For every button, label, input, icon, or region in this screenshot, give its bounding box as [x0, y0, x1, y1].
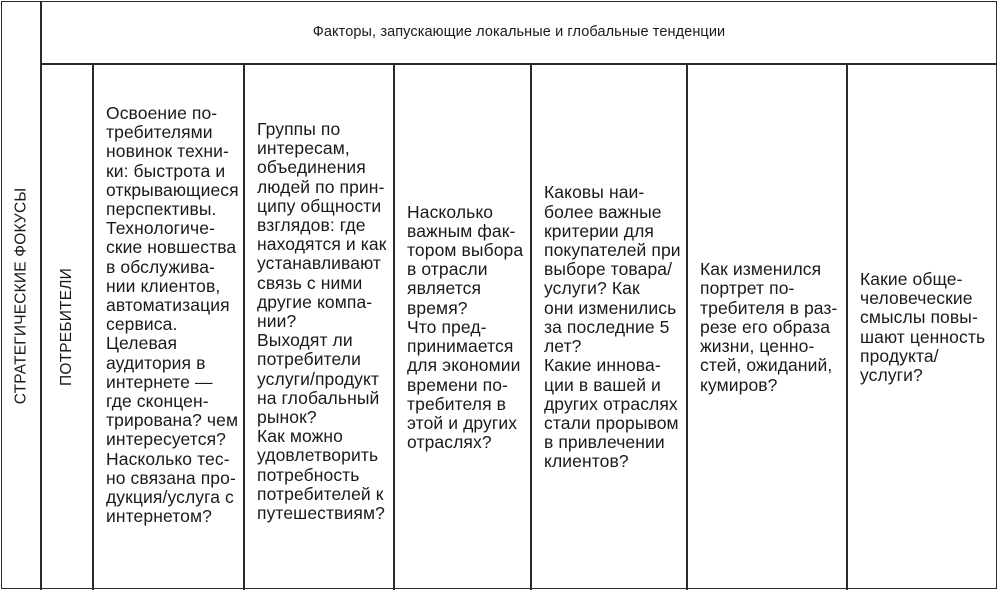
table-cell — [394, 64, 531, 591]
table-cell — [847, 64, 997, 591]
table-cell — [531, 64, 687, 591]
header-text: Факторы, запускающие локальные и глобальные тенденции — [312, 24, 726, 40]
row-group-label: СТРАТЕГИЧЕСКИЕ ФОКУСЫ — [12, 187, 30, 404]
row-group-label-cell — [1, 1, 41, 590]
row-label-cell — [41, 64, 93, 590]
table-cell — [93, 64, 244, 591]
cell-text: Насколько важным фак- тором выбора в отрасли является время? Что пред- принимается для экономии времени по- требителя в этой и других отраслях? — [407, 201, 524, 453]
cell-text: Освоение по- требителями новинок техни- ки: быстрота и открывающиеся перспективы. Технологиче- ские новшества в обслужива- нии клиентов, автоматизация сервиса. Целевая аудитория в интернете — где сконцен- трирована? чем интересуется? Насколько тес- но связана про- дукция/услуга с интернетом? — [106, 103, 239, 527]
cell-text: Каковы наи- более важные критерии для покупателей при выборе товара/ услуги? Как они изменились за последние 5 лет? Какие иннова- ции в вашей и других отраслях стали прорывом в привлечении клиентов? — [544, 182, 681, 472]
cell-text: Какие обще- человеческие смыслы повы- шают ценность продукта/ услуги? — [860, 268, 986, 385]
table-cell — [244, 64, 394, 591]
row-label: ПОТРЕБИТЕЛИ — [58, 268, 76, 386]
cell-text: Как изменился портрет по- требителя в раз- резе его образа жизни, ценно- стей, ожиданий, кумиров? — [700, 259, 838, 395]
table-header — [41, 0, 997, 64]
table-cell — [687, 64, 847, 591]
cell-text: Группы по интересам, объединения людей по прин- ципу общности взглядов: где находятся и как устанавливают связь с ними другие компа- нии? Выходят ли потребители услуги/продукт на глобальный рынок? Как можно удовлетворить потребность потребителей к путешествиям? — [257, 119, 387, 524]
